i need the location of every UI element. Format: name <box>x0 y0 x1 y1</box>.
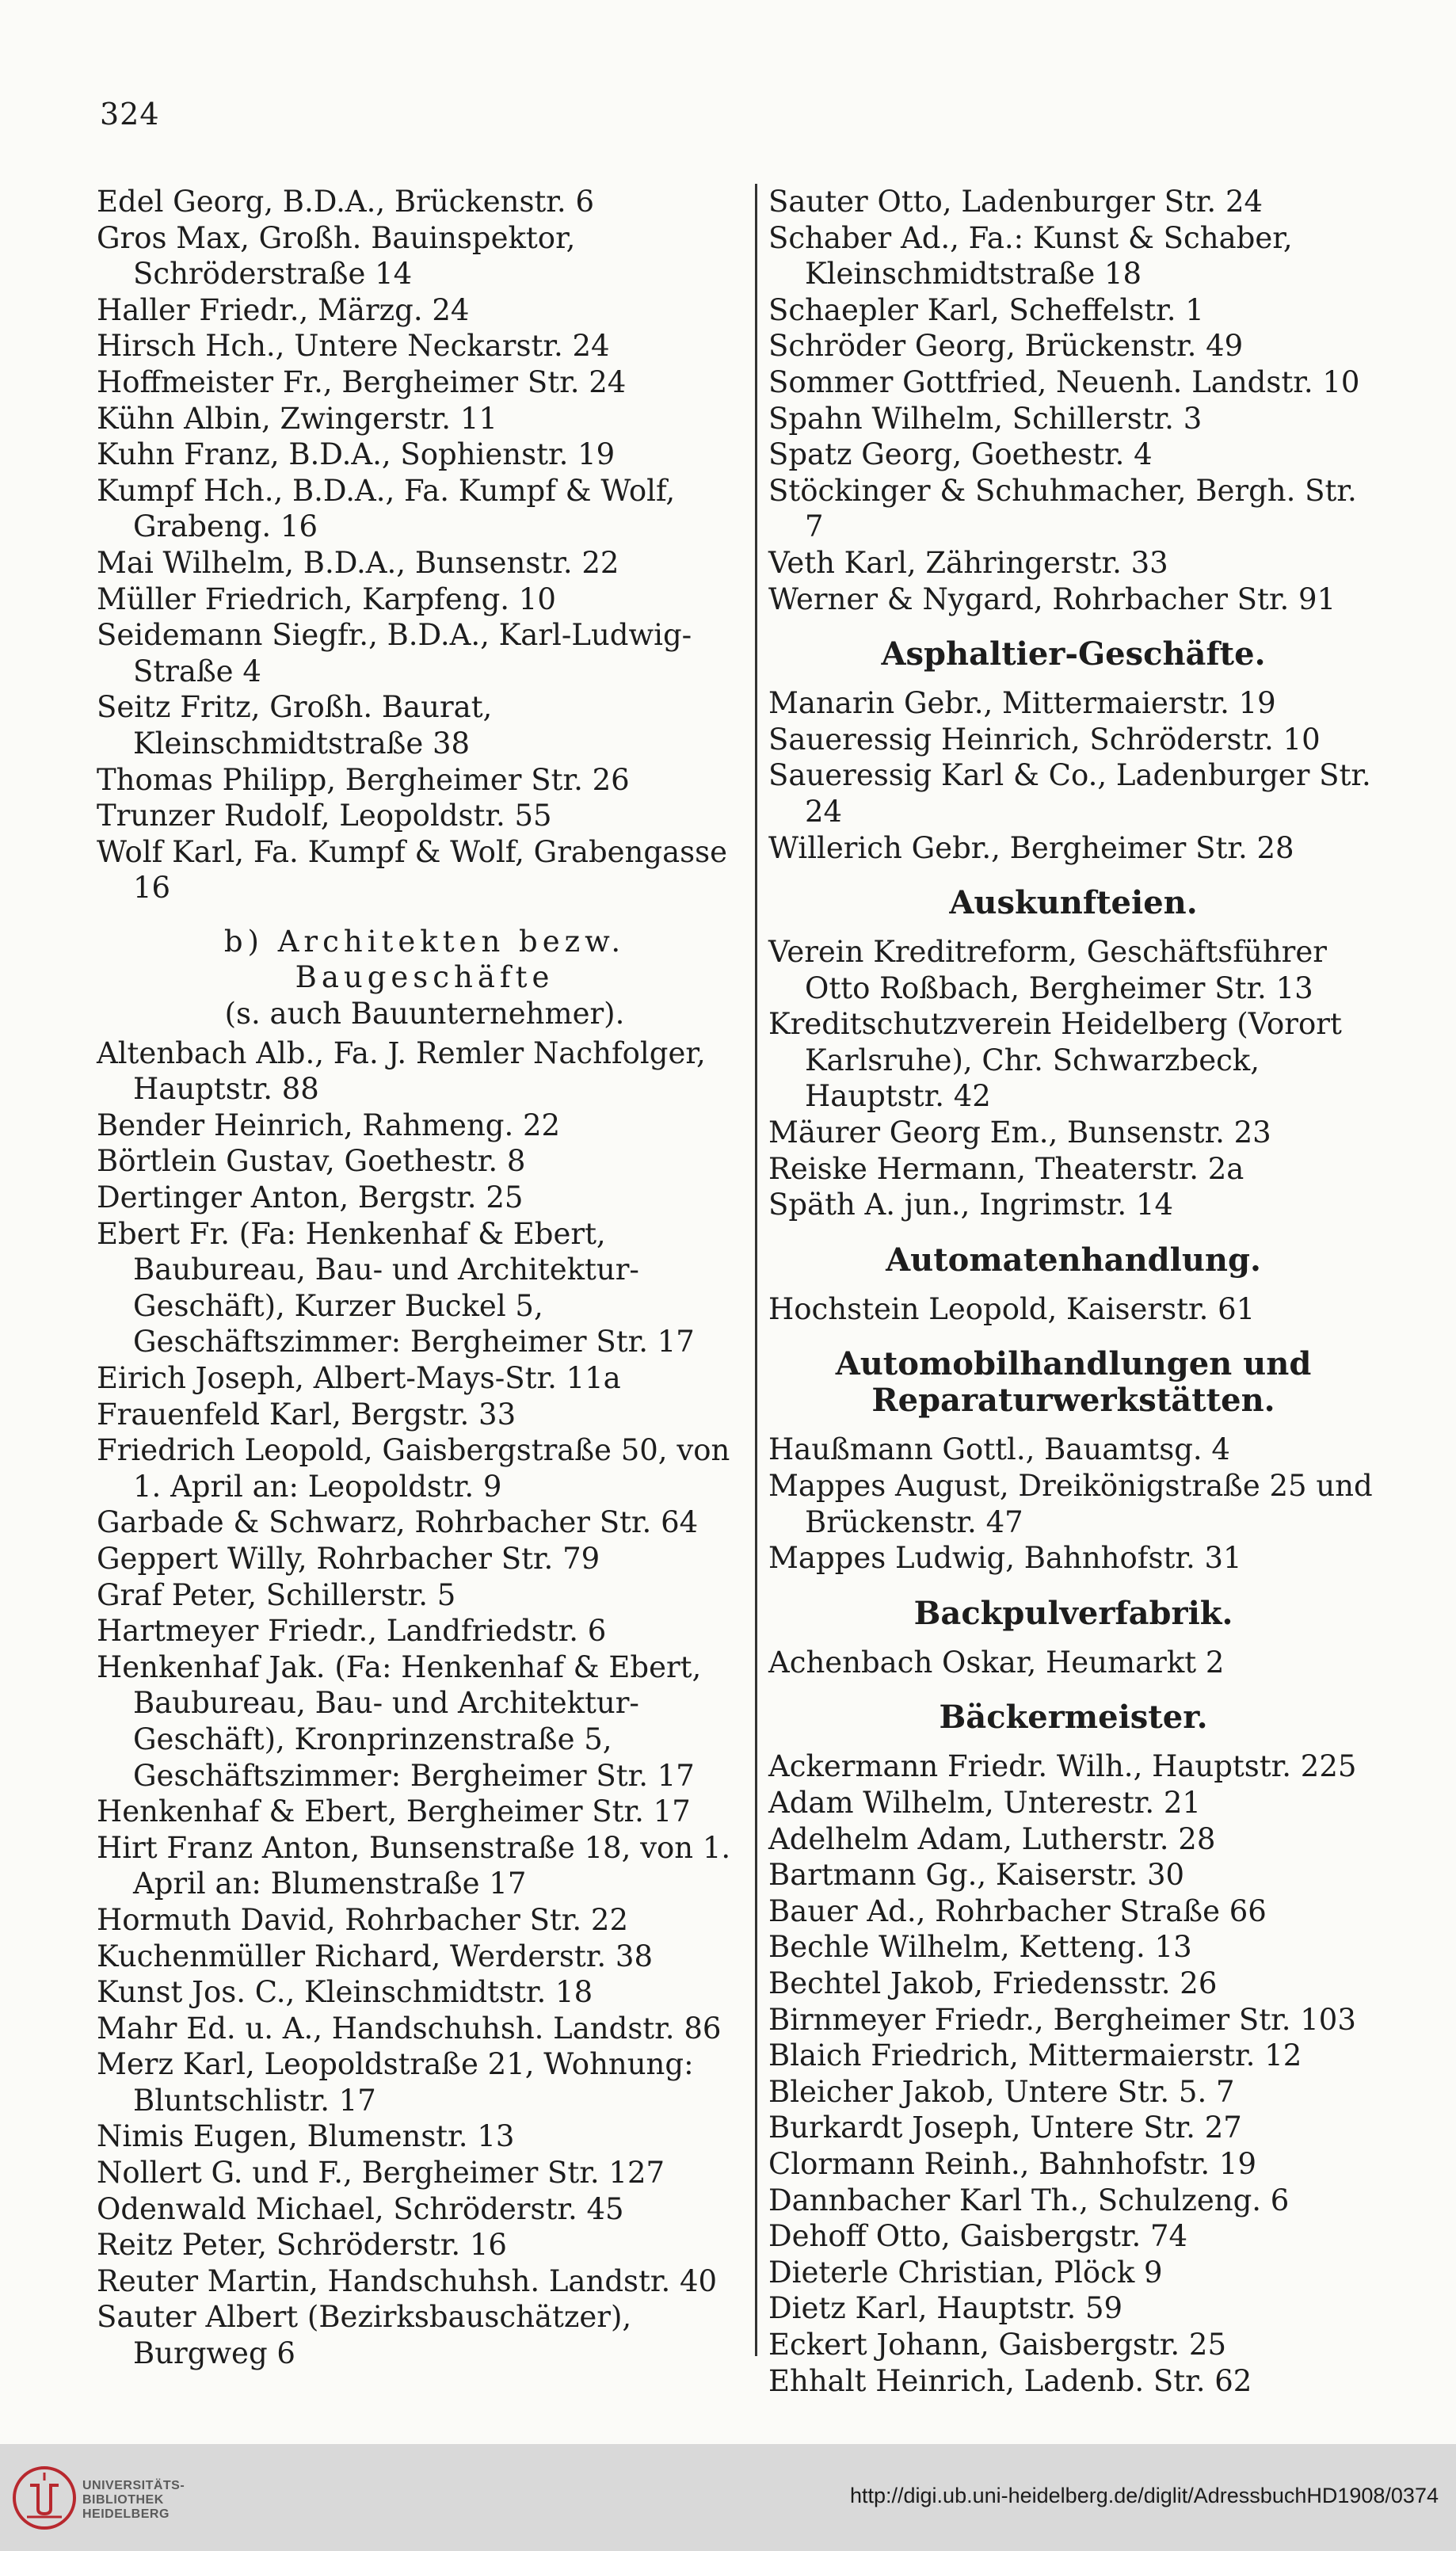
directory-entry: Dannbacher Karl Th., Schulzeng. 6 <box>768 2183 1290 2217</box>
directory-entry: Bechle Wilhelm, Ketteng. 13 <box>768 1930 1192 1965</box>
directory-entry: Kühn Albin, Zwingerstr. 11 <box>97 401 497 436</box>
subsection-heading <box>97 924 753 1032</box>
directory-entry: Hochstein Leopold, Kaiserstr. 61 <box>768 1291 1256 1326</box>
directory-entry: Börtlein Gustav, Goethestr. 8 <box>97 1144 526 1179</box>
directory-entry: Dehoff Otto, Gaisbergstr. 74 <box>768 2219 1188 2254</box>
directory-entry: Kuhn Franz, B.D.A., Sophienstr. 19 <box>97 437 616 472</box>
directory-entry: Mahr Ed. u. A., Handschuhsh. Landstr. 86 <box>97 2011 722 2046</box>
directory-entry: Bleicher Jakob, Untere Str. 5. 7 <box>768 2074 1235 2109</box>
directory-entry: Verein Kreditreform, Geschäftsführer Otto Roßbach, Bergheimer Str. 13 <box>768 935 1327 1005</box>
directory-entry: Müller Friedrich, Karpfeng. 10 <box>97 582 556 616</box>
directory-entry: Eirich Joseph, Albert-Mays-Str. 11a <box>97 1361 621 1395</box>
directory-entry: Mappes Ludwig, Bahnhofstr. 31 <box>768 1541 1242 1576</box>
directory-entry: Bartmann Gg., Kaiserstr. 30 <box>768 1858 1185 1893</box>
directory-entry: Bender Heinrich, Rahmeng. 22 <box>97 1108 561 1142</box>
directory-entry: Seidemann Siegfr., B.D.A., Karl-Ludwig-Straße 4 <box>97 618 692 688</box>
directory-entry: Dertinger Anton, Bergstr. 25 <box>97 1180 524 1215</box>
directory-entry: Graf Peter, Schillerstr. 5 <box>97 1577 456 1612</box>
directory-entry: Hoffmeister Fr., Bergheimer Str. 24 <box>97 364 627 399</box>
directory-entry: Henkenhaf & Ebert, Bergheimer Str. 17 <box>97 1794 691 1829</box>
directory-entry: Hartmeyer Friedr., Landfriedstr. 6 <box>97 1614 607 1649</box>
library-name <box>82 2479 185 2522</box>
directory-entry: Ehhalt Heinrich, Ladenb. Str. 62 <box>768 2363 1252 2398</box>
directory-entry: Hirt Franz Anton, Bunsenstraße 18, von 1. April an: Blumenstraße 17 <box>97 1830 731 1901</box>
directory-entry: Haller Friedr., Märzg. 24 <box>97 292 470 327</box>
directory-entry: Blaich Friedrich, Mittermaierstr. 12 <box>768 2038 1302 2073</box>
directory-entry: Saueressig Heinrich, Schröderstr. 10 <box>768 722 1321 757</box>
directory-entry: Edel Georg, B.D.A., Brückenstr. 6 <box>97 185 594 219</box>
page-number: 324 <box>100 97 160 132</box>
directory-entry: Adelhelm Adam, Lutherstr. 28 <box>768 1821 1216 1856</box>
directory-entry: Achenbach Oskar, Heumarkt 2 <box>768 1645 1225 1680</box>
directory-entry: Eckert Johann, Gaisbergstr. 25 <box>768 2327 1227 2362</box>
directory-entry: Henkenhaf Jak. (Fa: Henkenhaf & Ebert, Baubureau, Bau- und Architektur-Geschäft), Kronprinzenstraße 5, Geschäftszimmer: Bergheimer Str. 17 <box>97 1649 702 1793</box>
directory-entry: Birnmeyer Friedr., Bergheimer Str. 103 <box>768 2002 1356 2037</box>
source-url-link[interactable]: http://digi.ub.uni-heidelberg.de/diglit/AdressbuchHD1908/0374 <box>849 2484 1439 2507</box>
section-heading: Bäckermeister. <box>939 1699 1208 1737</box>
directory-entry: Geppert Willy, Rohrbacher Str. 79 <box>97 1541 600 1576</box>
directory-entry: Clormann Reinh., Bahnhofstr. 19 <box>768 2146 1256 2181</box>
directory-entry: Werner & Nygard, Rohrbacher Str. 91 <box>768 582 1336 616</box>
directory-entry: Reiske Hermann, Theaterstr. 2a <box>768 1151 1244 1186</box>
viewer-footer <box>0 2444 1456 2551</box>
directory-entry: Kreditschutzverein Heidelberg (Vorort Karlsruhe), Chr. Schwarzbeck, Hauptstr. 42 <box>768 1007 1342 1114</box>
directory-entry: Wolf Karl, Fa. Kumpf & Wolf, Grabengasse 16 <box>97 834 728 906</box>
directory-entry: Reuter Martin, Handschuhsh. Landstr. 40 <box>97 2263 718 2298</box>
directory-entry: Reitz Peter, Schröderstr. 16 <box>97 2228 507 2263</box>
library-name-line: UNIVERSITÄTS- <box>82 2479 185 2492</box>
directory-entry: Sauter Albert (Bezirksbauschätzer), Burgweg 6 <box>97 2300 632 2371</box>
directory-entry: Späth A. jun., Ingrimstr. 14 <box>768 1188 1174 1222</box>
directory-entry: Mappes August, Dreikönigstraße 25 und Brückenstr. 47 <box>768 1469 1373 1539</box>
right-column <box>768 184 1378 2399</box>
directory-entry: Trunzer Rudolf, Leopoldstr. 55 <box>97 799 552 833</box>
directory-entry: Willerich Gebr., Bergheimer Str. 28 <box>768 830 1294 865</box>
directory-entry: Ebert Fr. (Fa: Henkenhaf & Ebert, Baubureau, Bau- und Architektur-Geschäft), Kurzer Buckel 5, Geschäftszimmer: Bergheimer Str. 17 <box>97 1216 695 1359</box>
section-heading: Backpulverfabrik. <box>913 1594 1233 1632</box>
directory-entry: Manarin Gebr., Mittermaierstr. 19 <box>768 686 1276 721</box>
directory-entry: Kumpf Hch., B.D.A., Fa. Kumpf & Wolf, Grabeng. 16 <box>97 473 676 544</box>
directory-entry: Saueressig Karl & Co., Ladenburger Str. 24 <box>768 758 1371 829</box>
library-seal-icon <box>11 2465 78 2531</box>
library-name-line: BIBLIOTHEK <box>82 2493 164 2507</box>
directory-entry: Adam Wilhelm, Unterestr. 21 <box>768 1786 1201 1820</box>
directory-entry: Stöckinger & Schuhmacher, Bergh. Str. 7 <box>768 473 1357 544</box>
directory-entry: Hirsch Hch., Untere Neckarstr. 24 <box>97 329 610 364</box>
directory-entry: Sauter Otto, Ladenburger Str. 24 <box>768 185 1264 219</box>
subsection-note: (s. auch Bauunternehmer). <box>224 997 625 1031</box>
directory-entry: Dieterle Christian, Plöck 9 <box>768 2255 1163 2290</box>
directory-entry: Mäurer Georg Em., Bunsenstr. 23 <box>768 1115 1271 1150</box>
directory-entry: Ackermann Friedr. Wilh., Hauptstr. 225 <box>768 1749 1357 1784</box>
directory-entry: Kunst Jos. C., Kleinschmidtstr. 18 <box>97 1975 593 2010</box>
directory-entry: Schaepler Karl, Scheffelstr. 1 <box>768 292 1204 327</box>
directory-entry: Merz Karl, Leopoldstraße 21, Wohnung: Bluntschlistr. 17 <box>97 2047 694 2118</box>
directory-entry: Burkardt Joseph, Untere Str. 27 <box>768 2111 1242 2145</box>
directory-entry: Sommer Gottfried, Neuenh. Landstr. 10 <box>768 364 1360 399</box>
directory-entry: Thomas Philipp, Bergheimer Str. 26 <box>97 762 630 797</box>
column-divider <box>755 184 757 2356</box>
directory-entry: Veth Karl, Zähringerstr. 33 <box>768 545 1168 580</box>
directory-entry: Dietz Karl, Hauptstr. 59 <box>768 2291 1123 2326</box>
directory-entry: Mai Wilhelm, B.D.A., Bunsenstr. 22 <box>97 545 619 580</box>
directory-entry: Bauer Ad., Rohrbacher Straße 66 <box>768 1893 1267 1928</box>
section-heading: Automatenhandlung. <box>886 1241 1261 1279</box>
library-name-line: HEIDELBERG <box>82 2507 170 2521</box>
directory-entry: Bechtel Jakob, Friedensstr. 26 <box>768 1966 1218 2000</box>
left-column <box>97 184 753 2372</box>
directory-entry: Seitz Fritz, Großh. Baurat, Kleinschmidtstraße 38 <box>97 690 493 761</box>
directory-entry: Frauenfeld Karl, Bergstr. 33 <box>97 1397 516 1432</box>
directory-entry: Nollert G. und F., Bergheimer Str. 127 <box>97 2156 665 2191</box>
directory-entry: Kuchenmüller Richard, Werderstr. 38 <box>97 1939 654 1973</box>
directory-entry: Hormuth David, Rohrbacher Str. 22 <box>97 1902 629 1937</box>
directory-entry: Haußmann Gottl., Bauamtsg. 4 <box>768 1432 1230 1467</box>
section-heading: Asphaltier-Geschäfte. <box>881 635 1266 673</box>
directory-entry: Friedrich Leopold, Gaisbergstraße 50, von 1. April an: Leopoldstr. 9 <box>97 1433 730 1504</box>
subsection-title: b) Architekten bezw. Baugeschäfte <box>223 924 626 995</box>
directory-entry: Spatz Georg, Goethestr. 4 <box>768 437 1153 472</box>
directory-entry: Spahn Wilhelm, Schillerstr. 3 <box>768 401 1203 436</box>
section-heading: Automobilhandlungen und Reparaturwerkstätten. <box>835 1345 1312 1420</box>
directory-entry: Nimis Eugen, Blumenstr. 13 <box>97 2119 515 2154</box>
section-heading: Auskunfteien. <box>949 884 1198 922</box>
directory-entry: Altenbach Alb., Fa. J. Remler Nachfolger, Hauptstr. 88 <box>97 1035 706 1107</box>
directory-entry: Gros Max, Großh. Bauinspektor, Schröderstraße 14 <box>97 220 576 292</box>
directory-entry: Garbade & Schwarz, Rohrbacher Str. 64 <box>97 1505 699 1540</box>
directory-entry: Odenwald Michael, Schröderstr. 45 <box>97 2191 624 2226</box>
directory-entry: Schaber Ad., Fa.: Kunst & Schaber, Kleinschmidtstraße 18 <box>768 220 1293 292</box>
directory-entry: Schröder Georg, Brückenstr. 49 <box>768 329 1244 364</box>
